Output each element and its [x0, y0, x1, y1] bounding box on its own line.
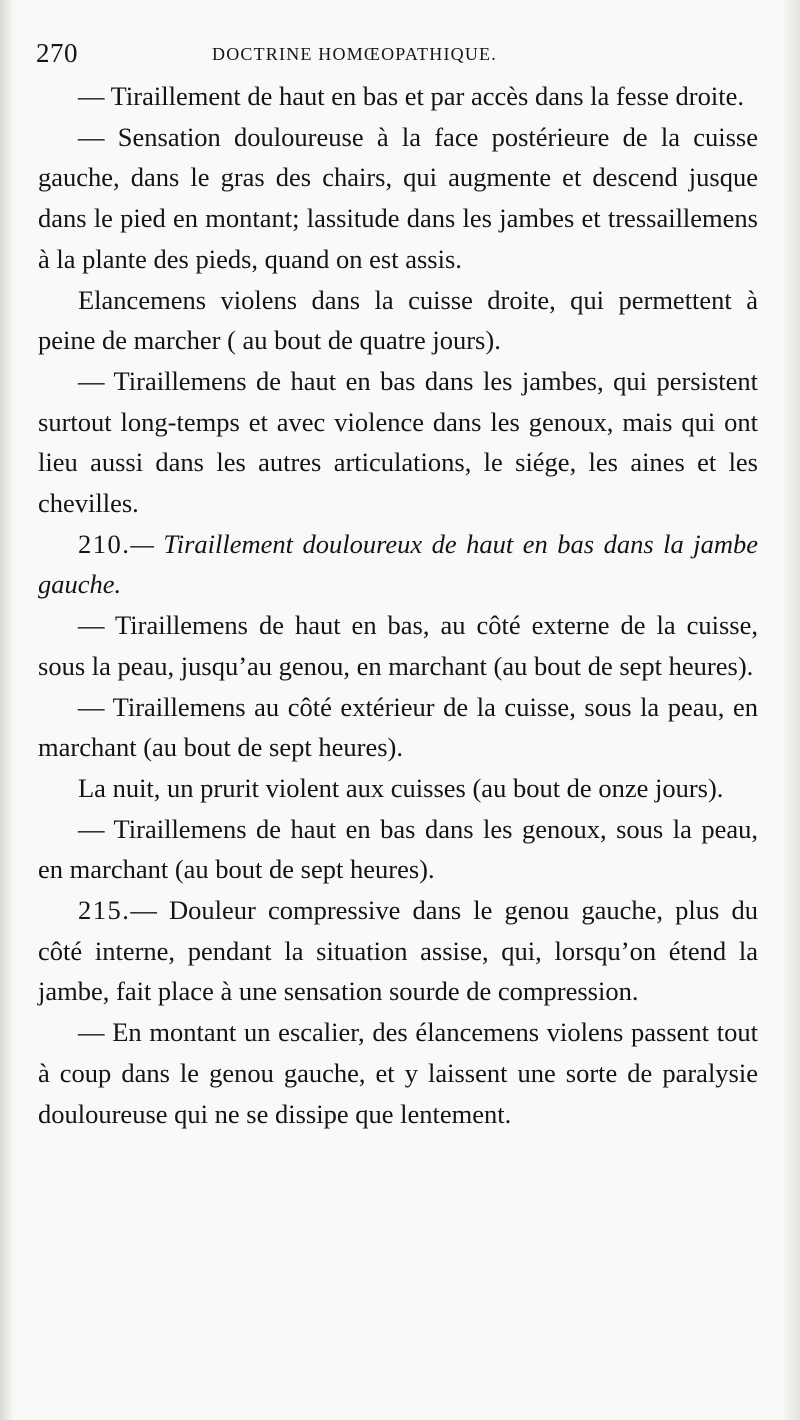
paragraph-text: La nuit, un prurit violent aux cuisses (au bout de onze jours).: [78, 772, 724, 803]
numbered-paragraph: [38, 890, 758, 1012]
page-header: [36, 38, 756, 72]
paragraph-number: 215.: [78, 895, 131, 926]
paragraph: [38, 361, 758, 524]
paragraph-text: — Sensation douloureuse à la face postérieure de la cuisse gauche, dans le gras des chairs, qui augmente et descend jusque dans le pied en montant; lassitude dans les jambes et tressaillemens à la plante des pieds, quand on est assis.: [38, 121, 758, 274]
running-title: DOCTRINE HOMŒOPATHIQUE.: [212, 44, 497, 64]
paragraph-text: — En montant un escalier, des élancemens violens passent tout à coup dans le genou gauche, et y laissent une sorte de paralysie douloureuse qui ne se dissipe que lentement.: [38, 1017, 758, 1129]
paragraph-text: — Tiraillemens de haut en bas dans les jambes, qui persistent surtout long-temps et avec violence dans les genoux, mais qui ont lieu aussi dans les autres articulations, le siége, les aines et les chevilles.: [38, 365, 758, 519]
paragraph: [38, 1012, 758, 1134]
paragraph-text: — Tiraillement de haut en bas et par accès dans la fesse droite.: [78, 81, 744, 111]
paragraph-text: — Tiraillemens de haut en bas, au côté externe de la cuisse, sous la peau, jusqu’au genou, en marchant (au bout de sept heures).: [38, 610, 758, 681]
paragraph: [38, 605, 758, 686]
paragraph-text: — Tiraillement douloureux de haut en bas dans la jambe gauche.: [38, 528, 758, 600]
paragraph: [38, 280, 758, 361]
body-text: [38, 76, 758, 1134]
paragraph-number: 210.: [78, 528, 131, 559]
paragraph-text: — Douleur compressive dans le genou gauche, plus du côté interne, pendant la situation assise, qui, lorsqu’on étend la jambe, fait place à une sensation sourde de compression.: [38, 895, 758, 1007]
paragraph: [38, 76, 758, 117]
paragraph-text: — Tiraillemens de haut en bas dans les genoux, sous la peau, en marchant (au bout de sept heures).: [38, 813, 758, 885]
paragraph-text: — Tiraillemens au côté extérieur de la cuisse, sous la peau, en marchant (au bout de sept heures).: [38, 691, 758, 763]
paragraph: [38, 687, 758, 768]
paragraph: [38, 809, 758, 890]
page-number: 270: [36, 38, 78, 68]
paragraph: [38, 768, 758, 809]
numbered-paragraph: [38, 524, 758, 605]
paragraph: [38, 117, 758, 280]
paragraph-text: Elancemens violens dans la cuisse droite, qui permettent à peine de marcher ( au bout de quatre jours).: [38, 284, 758, 356]
